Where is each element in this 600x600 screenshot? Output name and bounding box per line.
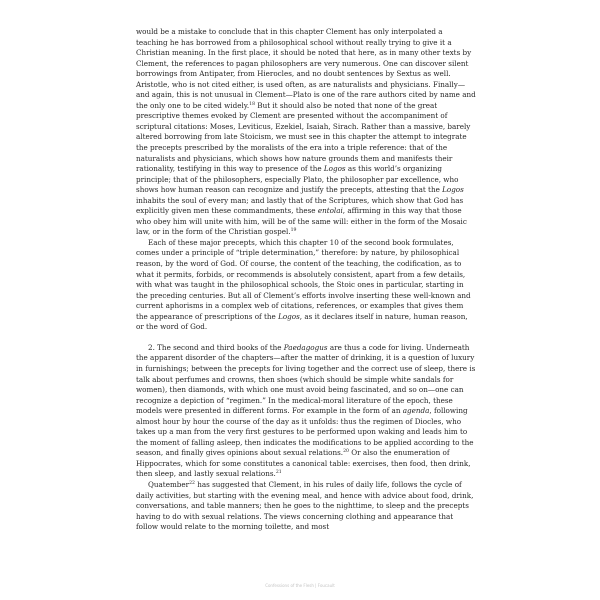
- italic-term: Logos: [278, 311, 300, 321]
- footnote-marker: 20: [343, 449, 349, 455]
- body-paragraph: [136, 238, 476, 333]
- italic-term: agenda: [402, 406, 430, 416]
- text-run: inhabits the soul of every man; and lastly that of the Scriptures, which show that God has explicitly given men these commandments, these: [136, 195, 464, 216]
- page-body: [136, 27, 476, 533]
- text-run: Quatember: [148, 479, 190, 489]
- footnote-marker: 18: [249, 101, 255, 107]
- italic-term: Logos: [442, 185, 464, 195]
- page-footer: Confessions of the Flesh | Foucault: [265, 583, 335, 588]
- footnote-marker: 22: [189, 480, 195, 486]
- text-run: Each of these major precepts, which this chapter 10 of the second book formulates, comes under a principle of “triple determination,” therefore: by nature, by philosophical reason, by the word of God. Of course, the content of the teaching, the codification, as to what it permits, forbids, or recommends is absolutely consistent, apart from a few details, with what was taught in the philosophical schools, the Stoic ones in particular, starting in the preceding centuries. But all of Clement’s efforts involve inserting these well-known and current aphorisms in a complex web of citations, references, or examples that gives them the appearance of prescriptions of the: [136, 237, 471, 321]
- text-run: , as it declares itself in nature, human reason, or the word of God.: [136, 311, 468, 332]
- italic-term: Logos: [323, 164, 346, 174]
- footnote-marker: 19: [290, 228, 297, 234]
- text-run: would be a mistake to conclude that in this chapter Clement has only interpolated a teaching he has borrowed from a philosophical school without really trying to give it a Christian meaning. In the first place, it should be noted that here, as in many other texts by Clement, the references to pagan philosophers are very numerous. One can discover silent borrowings from Antipater, from Hierocles, and no doubt sentences by Sextus as well. Aristotle, who is not cited either, is used often, as are naturalists and physicians. Finally—and again, this is not unusual in Clement—Plato is one of the rare authors cited by name and the only one to be cited widely.: [136, 27, 476, 110]
- paragraph-gap: [136, 333, 476, 343]
- text-run: 2. The second and third books of the: [148, 342, 284, 352]
- body-paragraph: [136, 343, 476, 480]
- text-run: But it should also be noted that none of the great prescriptive themes evoked by Clement are presented without the accompaniment of scriptural citations: Moses, Leviticus, Ezekiel, Isaiah, Sirach. Rather than a massive, barely altered borrowing from late Stoicism, we must see in this chapter the attempt to integrate the precepts prescribed by the moralists of the era into a triple reference: that of the naturalists and physicians, which shows how nature grounds them and manifests their rationality, testifying in this way to presence of the: [136, 100, 471, 174]
- italic-term: entolai: [317, 206, 343, 216]
- italic-term: Paedagogus: [283, 342, 328, 352]
- text-run: are thus a code for living. Underneath the apparent disorder of the chapters—after the matter of drinking, it is a question of luxury in furnishings; between the precepts for living together and the correct use of sleep, there is talk about perfumes and crowns, then shoes (which should be simple white sandals for women), then diamonds, with which one must avoid being fascinated, and so on—one can recognize a depiction of “regimen.” In the medical-moral literature of the epoch, these models were presented in different forms. For example in the form of an: [136, 342, 476, 416]
- text-run: , affirming in this way that those who obey him will unite with him, will be of the same will: either in the form of the Mosaic law, or in the form of the Christian gospel.: [136, 206, 467, 237]
- text-run: as this world’s organizing principle; that of the philosophers, especially Plato, the philosopher par excellence, who shows how human reason can recognize and justify the precepts, attesting that the: [136, 164, 459, 195]
- text-run: , following almost hour by hour the course of the day as it unfolds: thus the regimen of Diocles, who takes up a man from the very first gestures to be performed upon waking and leads him to the moment of falling asleep, then indicates the modifications to be applied according to the season, and finally gives opinions about sexual relations.: [136, 406, 474, 458]
- footnote-marker: 21: [275, 470, 282, 476]
- body-paragraph: [136, 27, 476, 238]
- text-run: Or also the enumeration of Hippocrates, which for some constitutes a canonical table: exercises, then food, then drink, then sleep, and lastly sexual relations.: [136, 448, 471, 479]
- body-paragraph: [136, 480, 476, 533]
- text-run: has suggested that Clement, in his rules of daily life, follows the cycle of daily activities, but starting with the evening meal, and hence with advice about food, drink, conversations, and table manners; then he goes to the nighttime, to sleep and the precepts having to do with sexual relations. The views concerning clothing and appearance that follow would relate to the morning toilette, and most: [136, 479, 474, 532]
